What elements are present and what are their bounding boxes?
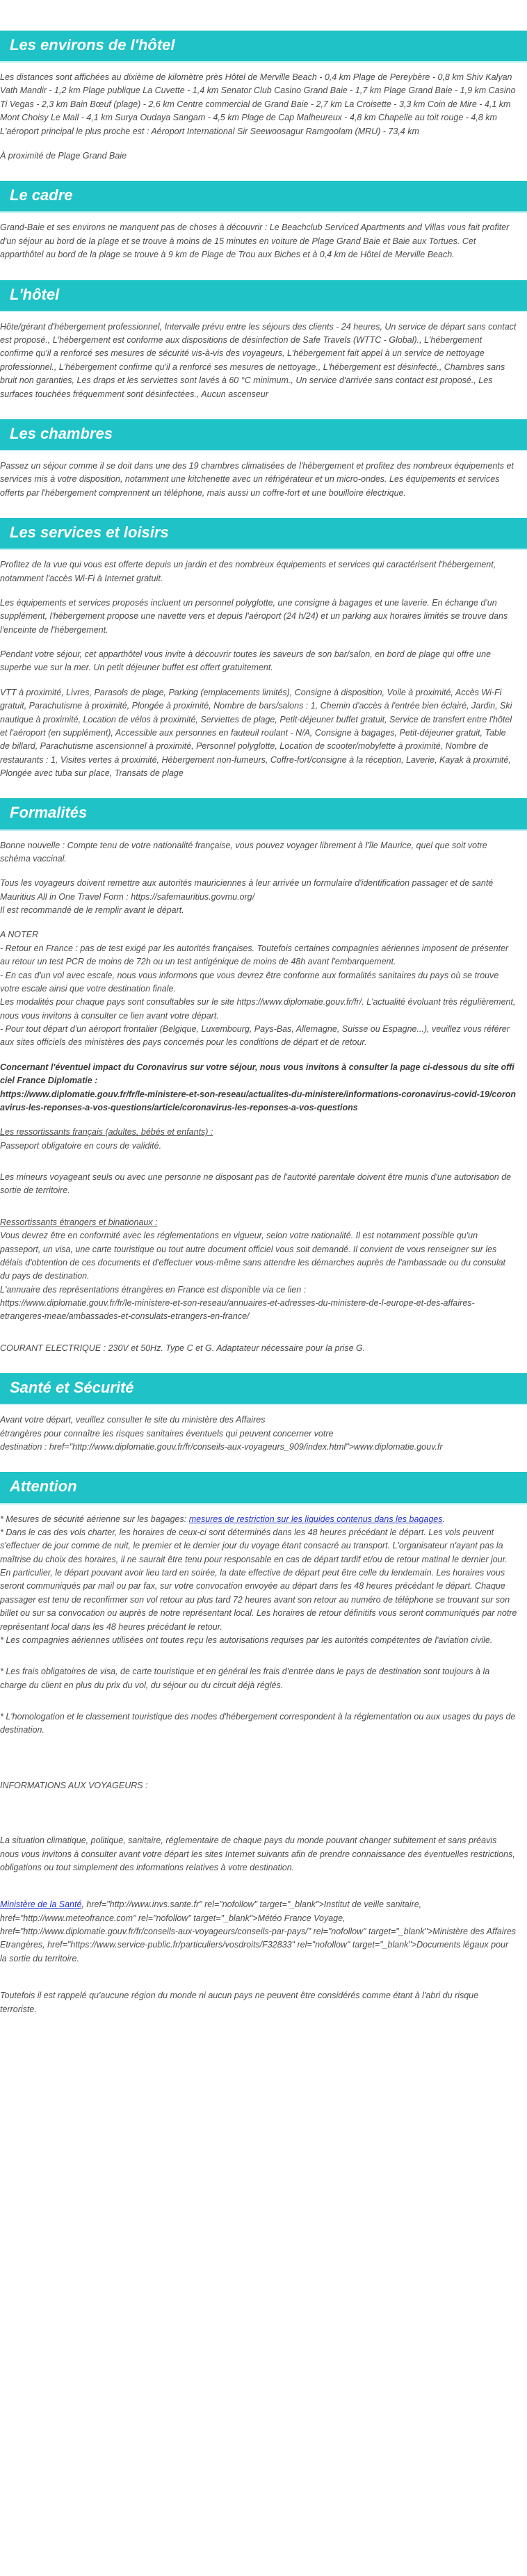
attention-liens-text: , href="http://www.invs.sante.fr" rel="nofollow" target="_blank">Institut de veille sanitaire, href="http://www.meteofrance.com" rel="nofollow" target="_blank">Météo France Voyage, href="http://www.diplomatie.gouv.fr/fr/conseils-aux-voyageurs/conseils-par-pays/" rel="nofollow" target="_blank">Ministère des Affaires Etrangères, href="https://www.service-public.fr/particuliers/vosdroits/F32833" rel="nofollow" target="_blank">Documents légaux pour la sortie du territoire. [0, 1899, 517, 1963]
attention-bagages-prefix: * Mesures de sécurité aérienne sur les bagages: [0, 1514, 189, 1524]
formalites-coronavirus: Concernant l'éventuel impact du Coronavirus sur votre séjour, nous vous invitons à consulter la page ci-dessous du site officiel France Diplomatie : https://www.diplomatie.gouv.fr/fr/le-ministere-et-son-reseau/actualites-du-ministere/informations-coronavirus-covid-19/coronavirus-les-reponses-a-vos-questions/article/coronavirus-les-reponses-a-vos-questions [0, 1062, 517, 1112]
services-liste: VTT à proximité, Livres, Parasols de plage, Parking (emplacements limités), Consigne à disposition, Voile à proximité, Accès Wi-Fi gratuit, Parachutisme à proximité, Plongée à proximité, Nombre de bars/salons : 1, Chemin d'accès à l'entrée bien éclairé, Jardin, Ski nautique à proximité, Location de vélos à proximité, Serviettes de plage, Petit-déjeuner buffet gratuit, Service de transfert entre l'hôtel et l'aéroport (en supplément), Accessible aux personnes en fauteuil roulant - N/A, Consigne à bagages, Petit-déjeuner gratuit, Table de billard, Parachutisme ascensionnel à proximité, Personnel polyglotte, Location de scooter/mobylette à proximité, Nombre de restaurants : 1, Visites vertes à proximité, Hébergement non-fumeurs, Coffre-fort/consigne à la réception, Laverie, Kayak à proximité, Plongée avec tuba sur place, Transats de plage [0, 687, 512, 779]
attention-terrorisme: Toutefois il est rappelé qu'aucune région du monde ni aucun pays ne peuvent être considérés comme étant à l'abri du risque terroriste. [0, 1991, 479, 2014]
chambres-text: Passez un séjour comme il se doit dans une des 19 chambres climatisées de l'hébergement et profitez des nombreux équipements et services mis à votre disposition, notamment une kitchenette avec un réfrigérateur et un micro-ondes. Les équipements et services offerts par l'hébergement comprennent un téléphone, mais aussi un coffre-fort et une bouilloire électrique. [0, 461, 514, 498]
section-title: L'hôtel [0, 280, 527, 311]
liquides-restriction-link[interactable]: mesures de restriction sur les liquides contenus dans les bagages [188, 1514, 443, 1524]
formalites-etrangers-heading: Ressortissants étrangers et binationaux : [0, 1217, 158, 1227]
section-environs [0, 31, 527, 163]
section-chambres [0, 419, 527, 500]
services-equipements: Les équipements et services proposés incluent un personnel polyglotte, une consigne à bagages et une laverie. En échange d'un supplément, l'hébergement propose une navette vers et depuis l'aéroport (24 h/24) et un parking aux horaires limités se trouve dans l'enceinte de l'hébergement. [0, 597, 508, 635]
services-intro: Profitez de la vue qui vous est offerte depuis un jardin et des nombreux équipements et services qui caractérisent l'hébergement, notamment l'accès Wi-Fi à Internet gratuit. [0, 560, 496, 583]
attention-bagages-suffix: . [442, 1514, 445, 1524]
section-title: Le cadre [0, 181, 527, 211]
formalites-bonne-nouvelle: Bonne nouvelle : Compte tenu de votre nationalité française, vous pouvez voyager librement à l'île Maurice, quel que soit votre schéma vaccinal. [0, 840, 487, 864]
attention-vols: * Dans le cas des vols charter, les horaires de ceux-ci sont déterminés dans les 48 heures précédant le départ. Les vols peuvent s'effectuer de jour comme de nuit, le premier et le dernier jour du voyage étant consacré au transport. L'organisateur n'ayant pas la maîtrise du choix des horaires, il ne saurait être tenu pour responsable en cas de départ tardif et/ou de retour matinal le dernier jour. En particulier, le départ pouvant avoir lieu tard en soirée, la date effective de départ peut être celle du lendemain. Les horaires vous seront communiqués par mail ou par fax, sur votre convocation envoyée au départ dans les 48 heures précédant le départ. Chaque passager est tenu de reconfirmer son vol retour au plus tard 72 heures avant son retour au numéro de téléphone se trouvant sur son billet ou sur sa convocation ou auprès de notre représentant local. Les horaires de retour définitifs vous seront communiqués par notre représentant local dans les 48 heures précédant le retour. * Les compagnies aériennes utilisées ont toutes reçu les autorisations requises par les autorités compétentes de l'aviation civile. [0, 1527, 517, 1645]
section-sante [0, 1373, 527, 1454]
section-attention [0, 1472, 527, 2016]
environs-proximity: À proximité de Plage Grand Baie [0, 150, 127, 161]
section-hotel [0, 280, 527, 401]
environs-text: Les distances sont affichées au dixième de kilomètre près Hôtel de Merville Beach - 0,4 km Plage de Pereybère - 0,8 km Shiv Kalyan Vath Mandir - 1,2 km Plage publique La Cuvette - 1,4 km Senator Club Casino Grand Baie - 1,7 km Plage Grand Baie - 1,9 km Casino Ti Vegas - 2,3 km Bain Bœuf (plage) - 2,6 km Centre commercial de Grand Baie - 2,7 km La Croisette - 3,3 km Coin de Mire - 4,1 km Mont Choisy Le Mall - 4,1 km Surya Oudaya Sangam - 4,5 km Plage de Cap Malheureux - 4,8 km Chapelle au toit rouge - 4,8 km L'aéroport principal le plus proche est : Aéroport International Sir Seewoosagur Ramgoolam (MRU) - 73,4 km [0, 72, 516, 136]
formalites-formulaire: Tous les voyageurs doivent remettre aux autorités mauriciennes à leur arrivée un formulaire d'identification passager et de santé Mauritius All in One Travel Form : https://safemauritius.govmu.org/ Il est recommandé de le remplir avant le départ. [0, 878, 494, 916]
ministere-sante-link[interactable]: Ministère de la Santé [0, 1899, 82, 1910]
services-restauration: Pendant votre séjour, cet apparthôtel vous invite à découvrir toutes les saveurs de son bar/salon, en bord de plage qui offre une superbe vue sur la mer. Un petit déjeuner buffet est offert gratuitement. [0, 649, 491, 673]
section-title: Attention [0, 1472, 527, 1502]
formalites-ressortissants-heading: Les ressortissants français (adultes, bébés et enfants) : [0, 1127, 213, 1137]
section-title: Les services et loisirs [0, 518, 527, 549]
section-title: Santé et Sécurité [0, 1373, 527, 1404]
attention-informations-heading: INFORMATIONS AUX VOYAGEURS : [0, 1780, 148, 1790]
section-title: Les environs de l'hôtel [0, 31, 527, 61]
attention-homologation: * L'homologation et le classement touristique des modes d'hébergement correspondent à la réglementation ou aux usages du pays de destination. [0, 1712, 516, 1735]
hotel-info-page [0, 31, 527, 2016]
section-cadre [0, 181, 527, 261]
formalites-a-noter: A NOTER - Retour en France : pas de test exigé par les autorités françaises. Toutefois certaines compagnies aériennes imposent de présenter au retour un test PCR de moins de 72h ou un test antigénique de moins de 48h avant l'embarquement. - En cas d'un vol avec escale, nous vous informons que vous devrez être conforme aux formalités sanitaires du pays où se trouve votre escale ainsi que votre destination finale. Les modalités pour chaque pays sont consultables sur le site https://www.diplomatie.gouv.fr/fr/. L'actualité évoluant très régulièrement, nous vous invitons à consulter ce lien avant votre départ. - Pour tout départ d'un aéroport frontalier (Belgique, Luxembourg, Pays-Bas, Allemagne, Suisse ou Espagne...), veuillez vous référer aux sites officiels des ministères des pays concernés pour les conditions de départ et de retour. [0, 930, 516, 1048]
attention-situation: La situation climatique, politique, sanitaire, réglementaire de chaque pays du monde pouvant changer subitement et sans préavis nous vous invitons à consulter avant votre départ les sites Internet suivants afin de prendre connaissance des éventuelles restrictions, obligations ou tout simplement des informations relatives à votre destination. [0, 1836, 515, 1872]
formalites-passeport: Passeport obligatoire en cours de validité. [0, 1140, 162, 1151]
cadre-text: Grand-Baie et ses environs ne manquent pas de choses à découvrir : Le Beachclub Serviced Apartments and Villas vous fait profiter d'un séjour au bord de la plage et se trouve à moins de 15 minutes en voiture de Plage Grand Baie et Baie aux Tortues. Cet apparthôtel au bord de la plage se trouve à 9 km de Plage de Trou aux Biches et à 0,4 km de Hôtel de Merville Beach. [0, 222, 510, 260]
formalites-courant: COURANT ELECTRIQUE : 230V et 50Hz. Type C et G. Adaptateur nécessaire pour la prise G. [0, 1343, 366, 1353]
section-title: Les chambres [0, 419, 527, 450]
sante-text: Avant votre départ, veuillez consulter le site du ministère des Affaires étrangères pour connaître les risques sanitaires éventuels qui peuvent concerner votre destination : href="http://www.diplomatie.gouv.fr/fr/conseils-aux-voyageurs_909/index.html">www.diplomatie.gouv.fr [0, 1415, 443, 1452]
attention-frais: * Les frais obligatoires de visa, de carte touristique et en général les frais d'entrée dans le pays de destination sont toujours à la charge du client en plus du prix du vol, du séjour ou du circuit déjà réglés. [0, 1667, 490, 1690]
section-title: Formalités [0, 798, 527, 829]
formalites-etrangers-text: Vous devrez être en conformité avec les réglementations en vigueur, selon votre nationalité. Il est notamment possible qu'un passeport, un visa, une carte touristique ou tout autre document officiel vous soit demandé. Il convient de vous renseigner sur les délais d'obtention de ces documents et d'effectuer vous-même sans attendre les démarches auprès de l'ambassade ou du consulat du pays de destination. L'annuaire des représentations étrangères en France est disponible via ce lien : https://www.diplomatie.gouv.fr/fr/le-ministere-et-son-reseau/annuaires-et-adresses-du-ministere-de-l-europe-et-des-affaires-etrangeres-meae/ambassades-et-consulats-etrangers-en-france/ [0, 1231, 506, 1322]
section-formalites [0, 798, 527, 1355]
section-services [0, 518, 527, 780]
hotel-text: Hôte/gérant d'hébergement professionnel, Intervalle prévu entre les séjours des clients - 24 heures, Un service de départ sans contact est proposé., L'hébergement est conforme aux dispositions de désinfection de Safe Travels (WTTC - Global)., L'hébergement confirme qu'il a renforcé ses mesures de sécurité vis-à-vis des voyageurs, L'hébergement fait appel à un service de nettoyage professionnel., L'hébergement confirme qu'il a renforcé ses mesures de nettoyage., L'hébergement est désinfecté., Chambres sans bruit non garanties, Les draps et les serviettes sont lavés à 60 °C minimum., Un service d'arrivée sans contact est proposé., Les surfaces touchées fréquemment sont désinfectées., Aucun ascenseur [0, 321, 517, 399]
formalites-mineurs: Les mineurs voyageant seuls ou avec une personne ne disposant pas de l'autorité parentale doivent être munis d'une autorisation de sortie de territoire. [0, 1172, 512, 1196]
